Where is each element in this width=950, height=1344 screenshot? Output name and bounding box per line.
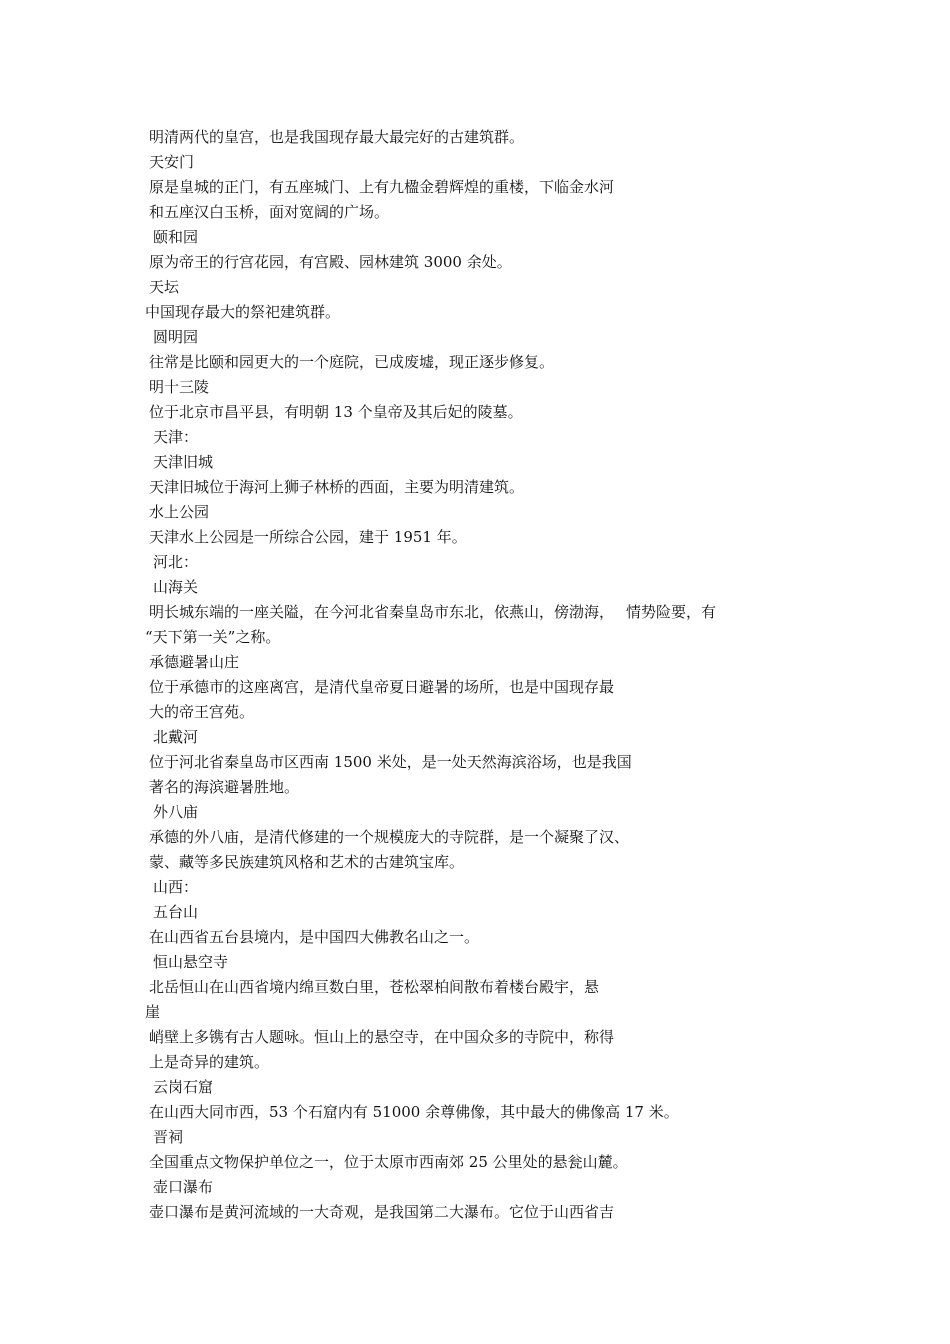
region-heading: 河北： [153, 553, 199, 571]
text-line: 大的帝王宫苑。 [149, 703, 255, 721]
section-heading: 北戴河 [153, 728, 199, 746]
text-line: 往常是比颐和园更大的一个庭院，已成废墟，现正逐步修复。 [149, 353, 555, 371]
text-line: 原是皇城的正门，有五座城门、上有九楹金碧辉煌的重楼，下临金水河 [149, 178, 615, 196]
text-line: 在山西大同市西，53 个石窟内有 51000 余尊佛像，其中最大的佛像高 17 米。 [149, 1103, 679, 1121]
text-line: 位于河北省秦皇岛市区西南 1500 米处，是一处天然海滨浴场，也是我国 [149, 753, 632, 771]
text-segment: 明长城东端的一座关隘，在今河北省秦皇岛市东北，依燕山，傍渤海， [149, 603, 615, 621]
text-line: 和五座汉白玉桥，面对宽阔的广场。 [149, 203, 390, 221]
text-line: “天下第一关”之称。 [145, 628, 281, 646]
section-heading: 天坛 [149, 278, 180, 296]
text-line: 在山西省五台县境内，是中国四大佛教名山之一。 [149, 928, 480, 946]
text-line: 明清两代的皇宫，也是我国现存最大最完好的古建筑群。 [149, 128, 525, 146]
section-heading: 圆明园 [153, 328, 199, 346]
section-heading: 恒山悬空寺 [153, 953, 229, 971]
text-line: 峭壁上多镌有古人题咏。恒山上的悬空寺，在中国众多的寺院中，称得 [149, 1028, 615, 1046]
section-heading: 水上公园 [149, 503, 210, 521]
section-heading: 晋祠 [153, 1128, 184, 1146]
section-heading: 天津旧城 [153, 453, 214, 471]
section-heading: 天安门 [149, 153, 195, 171]
text-line: 位于北京市昌平县，有明朝 13 个皇帝及其后妃的陵墓。 [149, 403, 523, 421]
text-line: 崖 [145, 1003, 161, 1021]
text-line: 天津水上公园是一所综合公园，建于 1951 年。 [149, 528, 467, 546]
section-heading: 承德避暑山庄 [149, 653, 240, 671]
text-line: 上是奇异的建筑。 [149, 1053, 270, 1071]
text-line: 天津旧城位于海河上狮子林桥的西面，主要为明清建筑。 [149, 478, 525, 496]
section-heading: 五台山 [153, 903, 199, 921]
section-heading: 明十三陵 [149, 378, 210, 396]
text-line [149, 602, 716, 622]
text-segment: 情势险要，有 [626, 603, 717, 621]
text-line: 中国现存最大的祭祀建筑群。 [145, 303, 341, 321]
text-line: 北岳恒山在山西省境内绵亘数白里，苍松翠柏间散布着楼台殿宇，悬 [149, 978, 600, 996]
section-heading: 颐和园 [153, 228, 199, 246]
text-line: 壶口瀑布是黄河流域的一大奇观，是我国第二大瀑布。它位于山西省吉 [149, 1203, 615, 1221]
section-heading: 山海关 [153, 578, 199, 596]
region-heading: 山西： [153, 878, 199, 896]
text-line: 蒙、藏等多民族建筑风格和艺术的古建筑宝库。 [149, 853, 465, 871]
section-heading: 外八庙 [153, 803, 199, 821]
text-line: 位于承德市的这座离宫，是清代皇帝夏日避暑的场所，也是中国现存最 [149, 678, 615, 696]
text-line: 承德的外八庙，是清代修建的一个规模庞大的寺院群，是一个凝聚了汉、 [149, 828, 630, 846]
text-line: 全国重点文物保护单位之一，位于太原市西南郊 25 公里处的悬瓮山麓。 [149, 1153, 628, 1171]
region-heading: 天津： [153, 428, 199, 446]
section-heading: 云岗石窟 [153, 1078, 214, 1096]
text-line: 原为帝王的行宫花园，有宫殿、园林建筑 3000 余处。 [149, 253, 512, 271]
text-line: 著名的海滨避暑胜地。 [149, 778, 300, 796]
section-heading: 壶口瀑布 [153, 1178, 214, 1196]
